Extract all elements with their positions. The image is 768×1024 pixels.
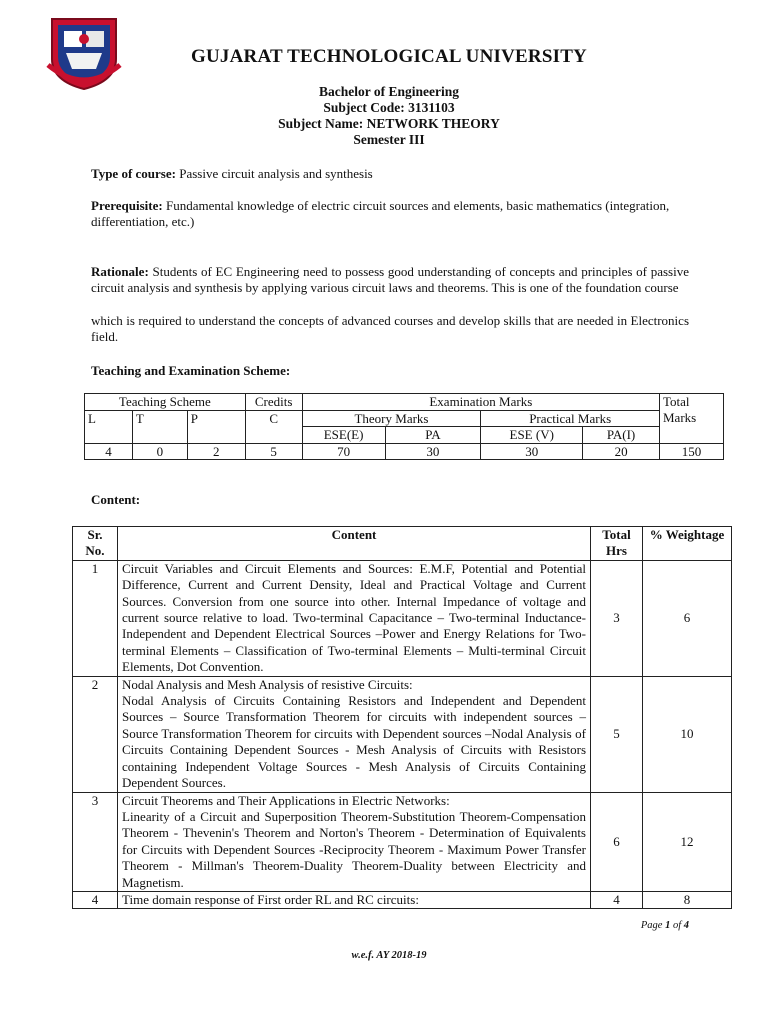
- pa-value: 30: [385, 443, 481, 460]
- table-row: [73, 560, 732, 676]
- content-title: Content:: [91, 492, 141, 507]
- type-value: Passive circuit analysis and synthesis: [175, 166, 373, 181]
- content-title-line: Circuit Theorems and Their Applications in Electric Networks:: [122, 792, 450, 808]
- exam-marks-header: Examination Marks: [302, 394, 659, 411]
- total-label: Total: [663, 394, 690, 409]
- c-value: 5: [245, 443, 302, 460]
- pa-i-value: 20: [583, 443, 660, 460]
- content-cell: [118, 792, 591, 891]
- weightage: 6: [643, 560, 732, 676]
- ese-v-header: ESE (V): [481, 427, 583, 444]
- ese-e-header: ESE(E): [302, 427, 385, 444]
- subject-name: Subject Name: NETWORK THEORY: [278, 116, 500, 131]
- table-row: [73, 676, 732, 792]
- c-header: C: [245, 410, 302, 443]
- p-header: P: [187, 410, 245, 443]
- weightage: 10: [643, 676, 732, 792]
- hrs: 3: [591, 560, 643, 676]
- subject-code: Subject Code: 3131103: [323, 100, 455, 115]
- l-value: 4: [85, 443, 133, 460]
- prereq-label: Prerequisite:: [91, 198, 163, 213]
- ese-v-value: 30: [481, 443, 583, 460]
- content-text: Time domain response of First order RL and RC circuits:: [118, 891, 591, 908]
- page-of: of: [670, 920, 684, 931]
- scheme-title: Teaching and Examination Scheme:: [91, 363, 291, 378]
- table-row: [73, 891, 732, 908]
- total-marks-header: [660, 394, 724, 444]
- degree-line: Bachelor of Engineering: [319, 84, 459, 99]
- content-header: Content: [118, 527, 591, 561]
- t-header: T: [132, 410, 187, 443]
- type-label: Type of course:: [91, 166, 176, 181]
- content-text: Linearity of a Circuit and Superposition Theorem-Substitution Theorem-Compensation Theorem - Thevenin's Theorem and Norton's Theorem - Determination of Equivalents for Circuits with Dependent Sources -Reciprocity Theorem - Maximum Power Transfer Theorem - Millman's Theorem-Duality Theorem-Duality between Electricity and Magnetism.: [122, 808, 586, 890]
- content-cell: [118, 676, 591, 792]
- p-value: 2: [187, 443, 245, 460]
- practical-marks-header: Practical Marks: [481, 410, 660, 427]
- weightage: 12: [643, 792, 732, 891]
- prerequisite: [91, 198, 689, 231]
- hrs: 5: [591, 676, 643, 792]
- content-text: Circuit Variables and Circuit Elements and Sources: E.M.F, Potential and Potential Difference, Current and Current Density, Ideal and Practical Voltage and Current Sources. Conversion from one source into other. Internal Impedance of voltage and current source relative to load. Two-terminal Capacitance – Two-terminal Inductance- Independent and Dependent Electrical Sources –Power and Energy Relations for Two-terminal Elements – Classification of Two-terminal Elements – Multi-terminal Circuit Elements, Dot Convention.: [118, 560, 591, 676]
- rationale-value: Students of EC Engineering need to possess good understanding of concepts and principles of passive circuit analysis and synthesis by applying various circuit laws and theorems. This is one of the foundation course: [91, 264, 689, 296]
- page-number: [641, 920, 689, 931]
- total-hrs-header: Total Hrs: [591, 527, 643, 561]
- l-header: L: [85, 410, 133, 443]
- rationale-label: Rationale:: [91, 264, 149, 279]
- pa-i-header: PA(I): [583, 427, 660, 444]
- sr-no-header: Sr. No.: [73, 527, 118, 561]
- weightage-header: % Weightage: [643, 527, 732, 561]
- content-title-line: Nodal Analysis and Mesh Analysis of resistive Circuits:: [122, 676, 413, 692]
- content-text: Nodal Analysis of Circuits Containing Resistors and Independent and Dependent Sources – Source Transformation Theorem for circuits with independent sources – Source Transformation Theorem for circuits with Dependent sources –Nodal Analysis of Circuits Containing Dependent Sources - Mesh Analysis of Circuits with Resistors containing Independent Voltage Sources - Mesh Analysis of Circuits Containing Dependent Sources.: [122, 693, 586, 791]
- hrs: 6: [591, 792, 643, 891]
- marks-label: Marks: [663, 409, 697, 425]
- theory-marks-header: Theory Marks: [302, 410, 481, 427]
- sr-no: 4: [73, 891, 118, 908]
- type-of-course: [91, 166, 689, 182]
- teaching-scheme-header: Teaching Scheme: [85, 394, 246, 411]
- page-prefix: Page: [640, 920, 666, 931]
- sr-no: 3: [73, 792, 118, 891]
- t-value: 0: [132, 443, 187, 460]
- weightage: 8: [643, 891, 732, 908]
- credits-header: Credits: [245, 394, 302, 411]
- rationale-cont: which is required to understand the concepts of advanced courses and develop skills that are needed in Electronics field.: [91, 313, 689, 345]
- pa-header: PA: [385, 427, 481, 444]
- hrs: 4: [591, 891, 643, 908]
- semester: Semester III: [353, 132, 425, 147]
- page-current: 1: [665, 920, 671, 931]
- sr-no: 1: [73, 560, 118, 676]
- scheme-table: [84, 393, 724, 460]
- university-title: GUJARAT TECHNOLOGICAL UNIVERSITY: [191, 46, 587, 67]
- prereq-value: Fundamental knowledge of electric circuit sources and elements, basic mathematics (integration, differentiation, etc.): [91, 198, 670, 230]
- total-value: 150: [660, 443, 724, 460]
- content-table: [72, 526, 732, 909]
- page-total: 4: [683, 920, 689, 931]
- wef-footer: w.e.f. AY 2018-19: [351, 950, 427, 961]
- sr-no: 2: [73, 676, 118, 792]
- rationale: [91, 264, 689, 297]
- ese-e-value: 70: [302, 443, 385, 460]
- table-row: [73, 792, 732, 891]
